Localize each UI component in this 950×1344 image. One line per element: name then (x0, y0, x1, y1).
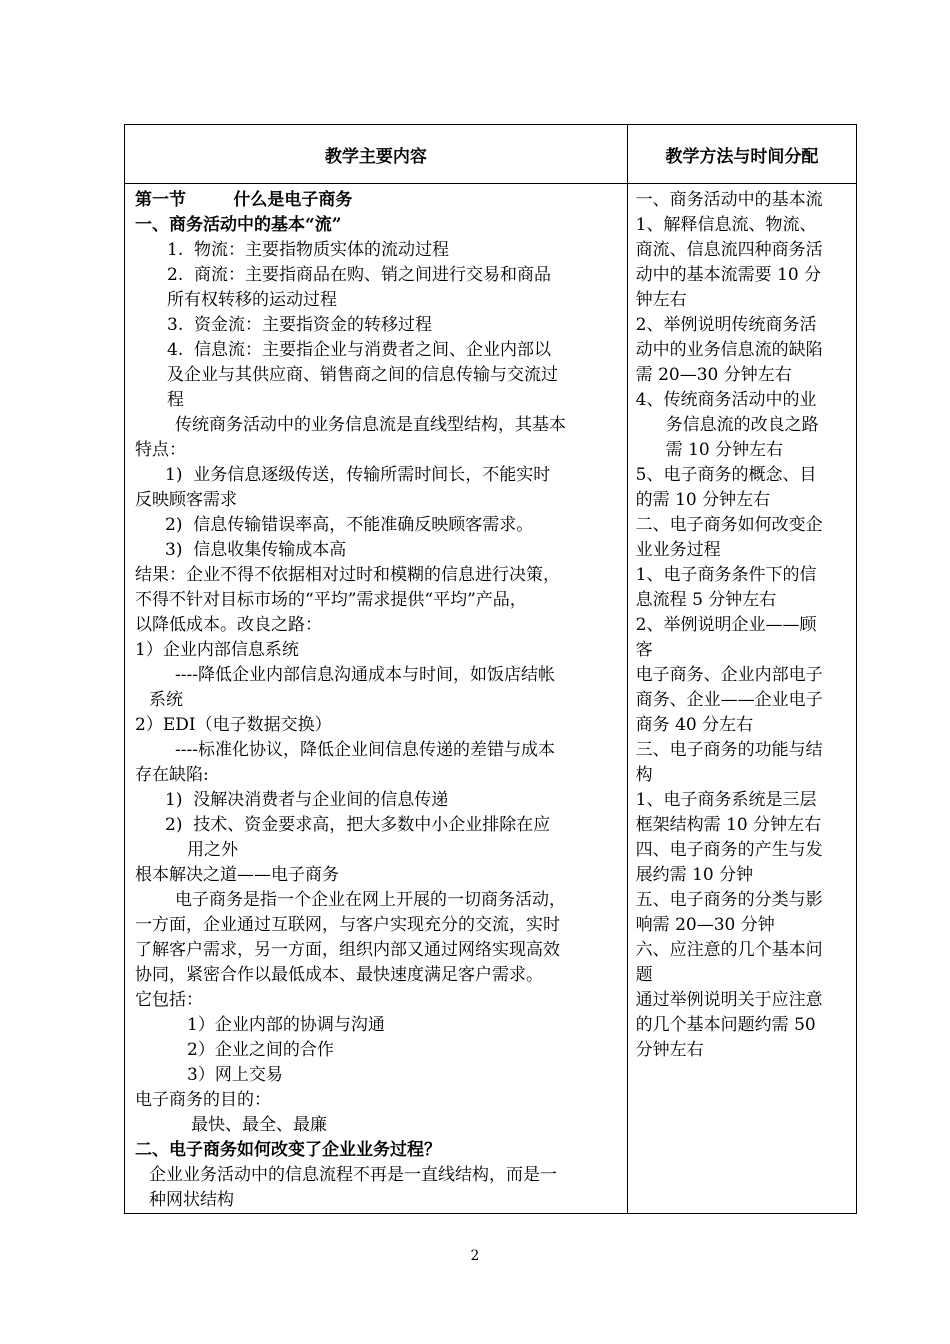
method-line: 4、传统商务活动中的业 (635, 390, 817, 410)
method-line: 动中的基本流需要 10 分 (635, 265, 822, 285)
method-line: 的需 10 分钟左右 (635, 490, 771, 510)
table-header-row (125, 125, 857, 184)
content-line: 用之外 (187, 840, 238, 860)
method-time-cell (627, 184, 856, 1214)
method-line: 通过举例说明关于应注意 (635, 990, 823, 1010)
content-line: 一方面，企业通过互联网，与客户实现充分的交流，实时 (135, 915, 560, 935)
method-line: 五、电子商务的分类与影 (635, 890, 823, 910)
method-line: 2、举例说明企业——顾 (635, 615, 817, 635)
content-line: 种网状结构 (149, 1190, 234, 1210)
content-line: 电子商务是指一个企业在网上开展的一切商务活动， (175, 890, 566, 910)
method-line: 5、电子商务的概念、目 (635, 465, 817, 485)
method-line: 响需 20—30 分钟 (635, 915, 775, 935)
method-line: 三、电子商务的功能与结 (635, 740, 823, 760)
content-line: 3. 资金流：主要指资金的转移过程 (167, 315, 433, 335)
content-line: 特点： (135, 440, 186, 460)
method-line: 需 20—30 分钟左右 (635, 365, 792, 385)
main-content-lines (135, 188, 617, 1213)
content-line: ----降低企业内部信息沟通成本与时间，如饭店结帐 (175, 665, 555, 685)
method-line: 商务、企业——企业电子 (635, 690, 823, 710)
content-line: 程 (167, 390, 184, 410)
content-line: 4. 信息流：主要指企业与消费者之间、企业内部以 (167, 340, 552, 360)
method-line: 框架结构需 10 分钟左右 (635, 815, 822, 835)
content-line: 3）网上交易 (187, 1065, 283, 1085)
content-line: 2) 信息传输错误率高，不能准确反映顾客需求。 (165, 515, 534, 535)
content-line: 结果：企业不得不依据相对过时和模糊的信息进行决策， (135, 565, 560, 585)
content-line: 1）企业内部的协调与沟通 (187, 1015, 385, 1035)
content-line: 以降低成本。改良之路： (135, 615, 322, 635)
content-line: 一、商务活动中的基本“流” (135, 215, 342, 235)
content-line: 1. 物流：主要指物质实体的流动过程 (167, 240, 450, 260)
content-line: 2）企业之间的合作 (187, 1040, 334, 1060)
content-line: 所有权转移的运动过程 (167, 290, 337, 310)
main-content-cell (125, 184, 628, 1214)
content-line: 最快、最全、最廉 (191, 1115, 327, 1135)
content-line: 二、电子商务如何改变了企业业务过程？ (135, 1140, 441, 1160)
content-line: 不得不针对目标市场的“平均”需求提供“平均”产品， (135, 590, 527, 610)
content-line: 企业业务活动中的信息流程不再是一直线结构，而是一 (149, 1165, 557, 1185)
method-line: 2、举例说明传统商务活 (635, 315, 817, 335)
content-line: 根本解决之道——电子商务 (135, 865, 339, 885)
content-line: ----标准化协议，降低企业间信息传递的差错与成本 (175, 740, 555, 760)
content-line: 协同，紧密合作以最低成本、最快速度满足客户需求。 (135, 965, 543, 985)
method-line: 构 (635, 765, 653, 785)
content-line: 系统 (149, 690, 183, 710)
content-line: 它包括： (135, 990, 203, 1010)
method-line: 需 10 分钟左右 (665, 440, 784, 460)
method-time-lines (636, 188, 848, 1063)
content-line: 反映顾客需求 (135, 490, 237, 510)
method-line: 一、商务活动中的基本流 (635, 190, 823, 210)
method-line: 客 (635, 640, 653, 660)
content-line: 存在缺陷: (135, 765, 209, 785)
page-number: 2 (470, 1248, 480, 1264)
method-line: 1、解释信息流、物流、 (635, 215, 817, 235)
lesson-plan-table (124, 124, 857, 1214)
method-line: 务信息流的改良之路 (665, 415, 819, 435)
method-line: 息流程 5 分钟左右 (635, 590, 777, 610)
method-line: 四、电子商务的产生与发 (635, 840, 823, 860)
content-line: 2）EDI（电子数据交换） (135, 715, 332, 735)
content-line: 1) 业务信息逐级传送，传输所需时间长，不能实时 (165, 465, 551, 485)
method-line: 二、电子商务如何改变企 (635, 515, 823, 535)
method-line: 商务 40 分左右 (635, 715, 754, 735)
method-line: 的几个基本问题约需 50 (635, 1015, 816, 1035)
content-line: 第一节 什么是电子商务 (135, 190, 353, 210)
content-line: 1) 没解决消费者与企业间的信息传递 (165, 790, 449, 810)
header-main-content: 教学主要内容 (125, 125, 628, 184)
content-line: 2) 技术、资金要求高，把大多数中小企业排除在应 (165, 815, 551, 835)
content-line: 1）企业内部信息系统 (135, 640, 299, 660)
content-line: 2. 商流：主要指商品在购、销之间进行交易和商品 (167, 265, 552, 285)
method-line: 钟左右 (635, 290, 687, 310)
method-line: 业业务过程 (635, 540, 721, 560)
method-line: 动中的业务信息流的缺陷 (635, 340, 823, 360)
method-line: 展约需 10 分钟 (635, 865, 754, 885)
method-line: 1、电子商务系统是三层 (635, 790, 817, 810)
method-line: 1、电子商务条件下的信 (635, 565, 817, 585)
table-body-row (125, 184, 857, 1214)
content-line: 3) 信息收集传输成本高 (165, 540, 347, 560)
method-line: 题 (635, 965, 653, 985)
method-line: 商流、信息流四种商务活 (635, 240, 823, 260)
content-line: 传统商务活动中的业务信息流是直线型结构，其基本 (175, 415, 566, 435)
method-line: 六、应注意的几个基本问 (635, 940, 823, 960)
content-line: 电子商务的目的： (135, 1090, 271, 1110)
content-line: 了解客户需求，另一方面，组织内部又通过网络实现高效 (135, 940, 560, 960)
content-line: 及企业与其供应商、销售商之间的信息传输与交流过 (167, 365, 558, 385)
method-line: 电子商务、企业内部电子 (635, 665, 823, 685)
header-method-time: 教学方法与时间分配 (627, 125, 856, 184)
method-line: 分钟左右 (635, 1040, 704, 1060)
